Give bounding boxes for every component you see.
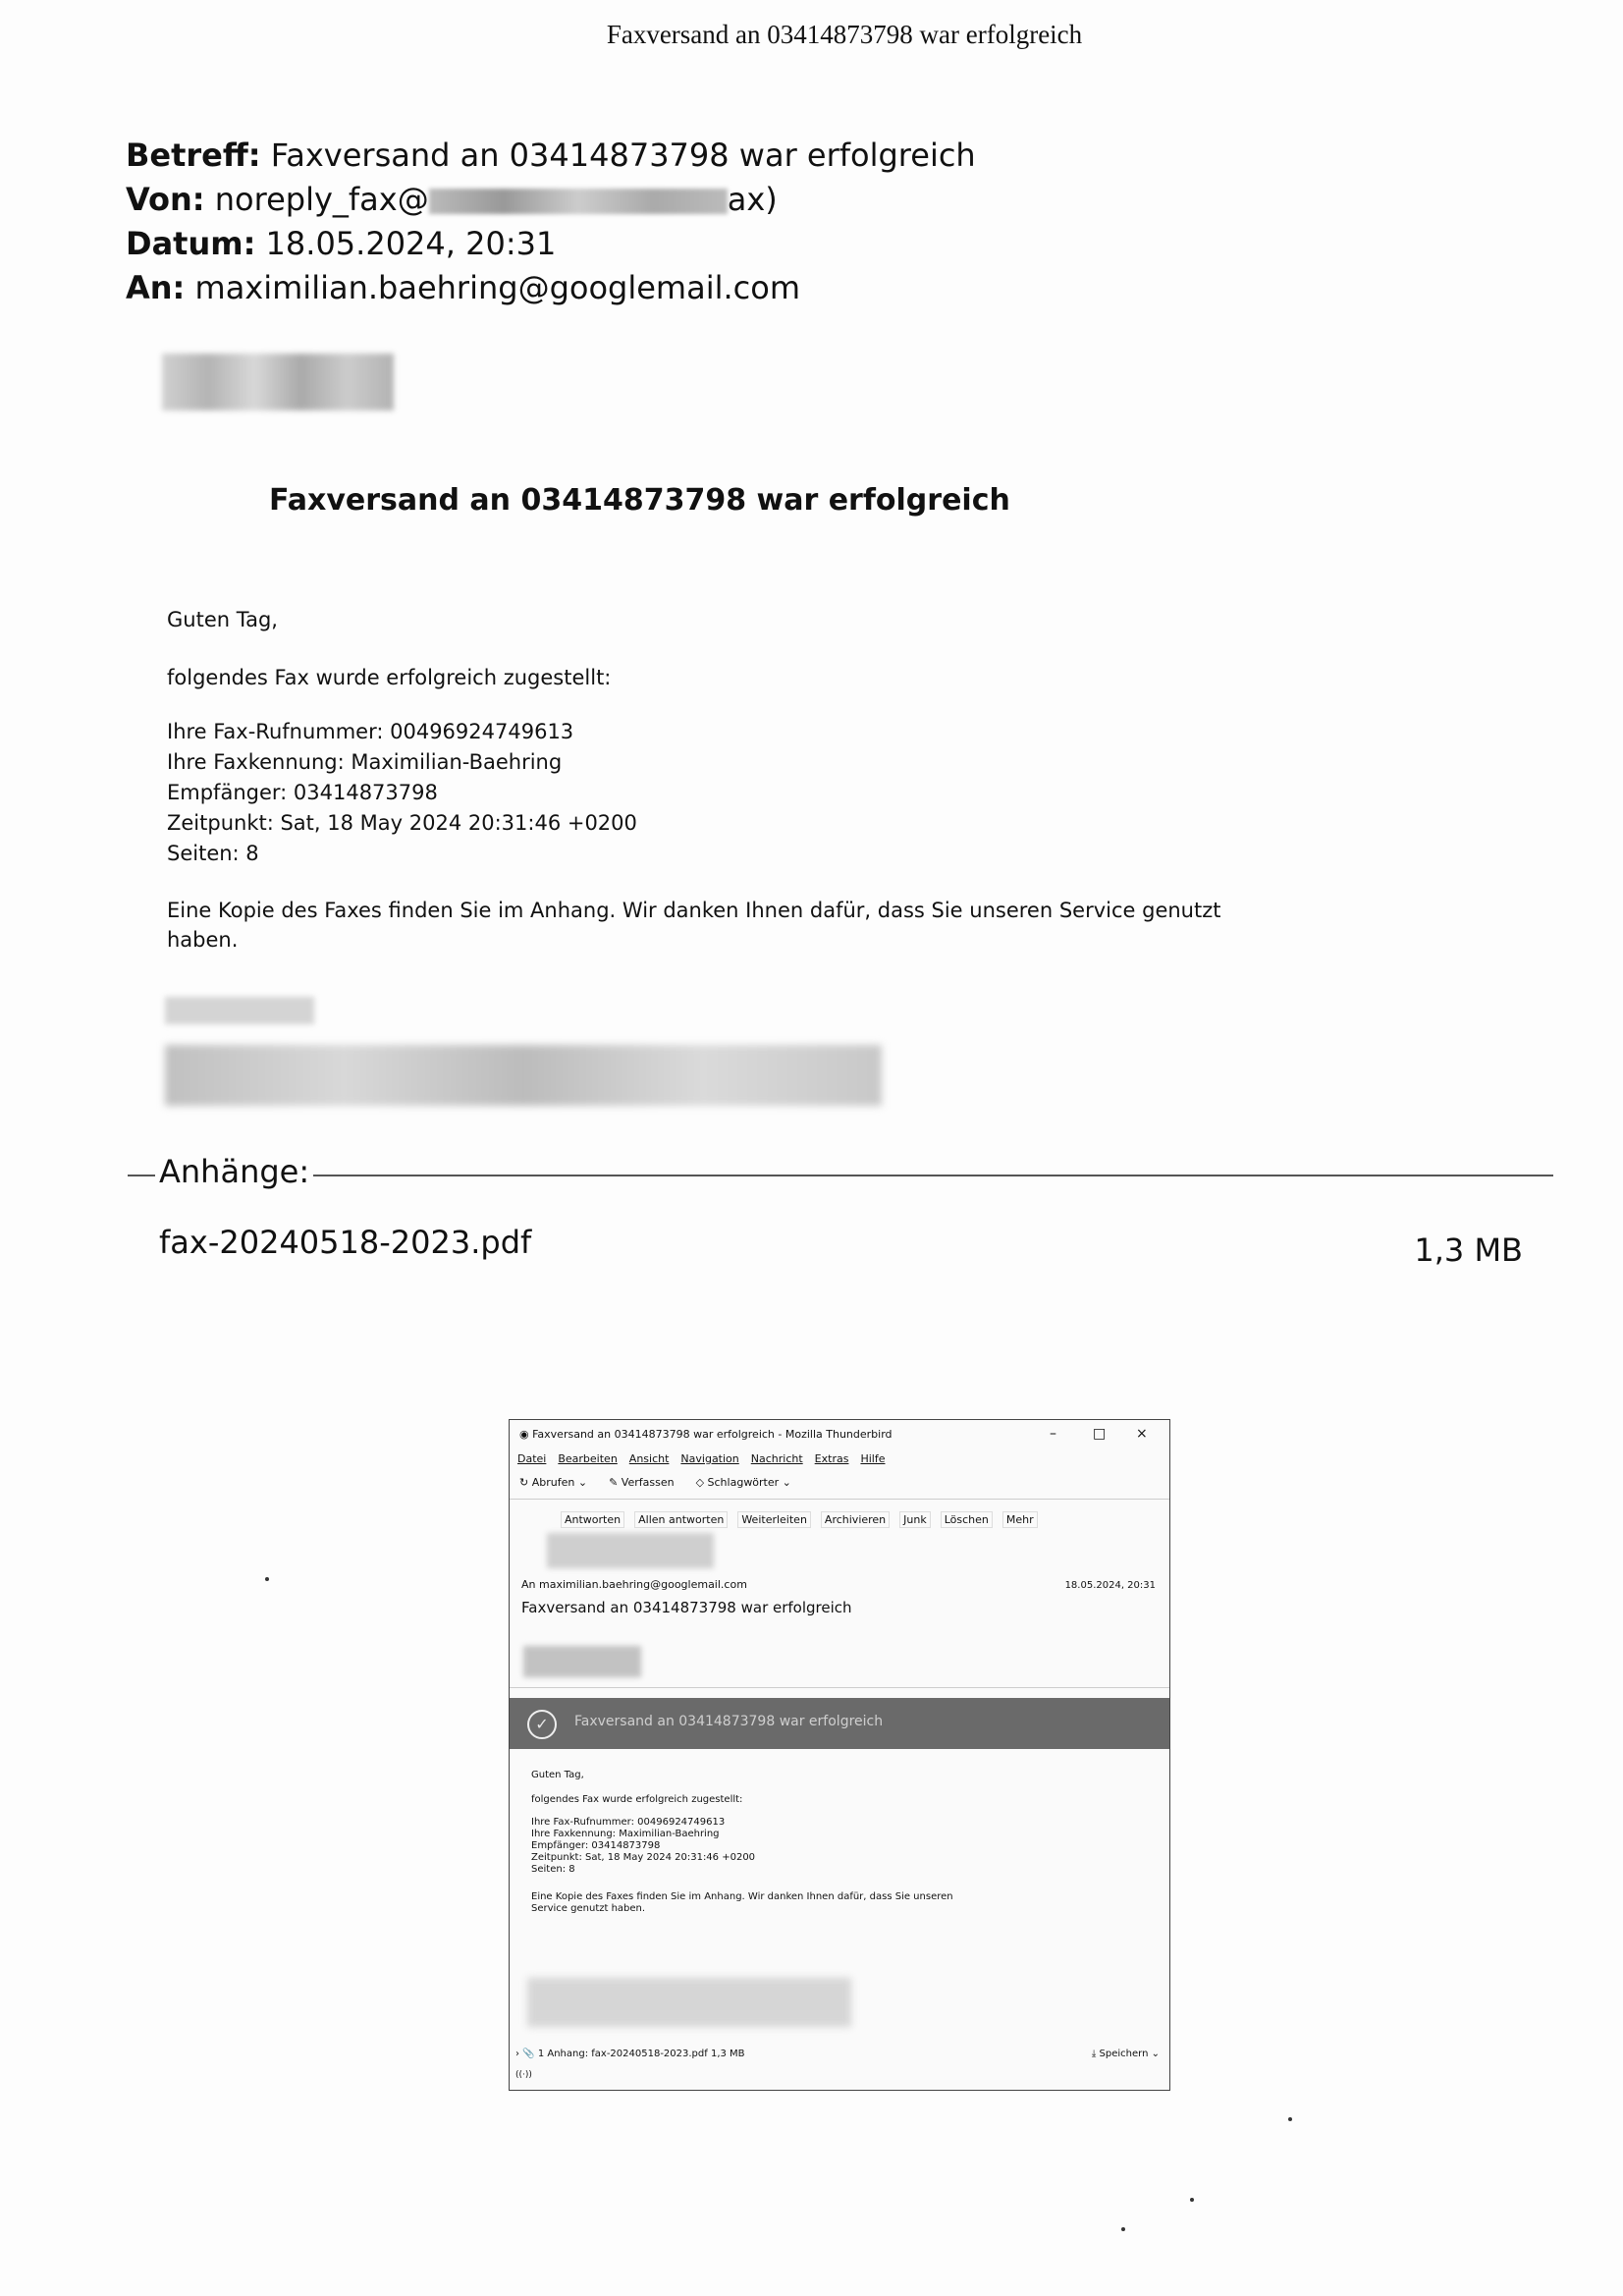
junk-button[interactable]: Junk [899, 1511, 931, 1528]
to-label: An: [126, 269, 186, 306]
page-count: Seiten: 8 [167, 842, 259, 865]
date-row [126, 222, 976, 266]
save-button[interactable] [1092, 2049, 1160, 2059]
menu-navigation[interactable]: Navigation [680, 1452, 739, 1465]
tb-recipient: Empfänger: 03414873798 [531, 1840, 661, 1851]
scan-speck [1190, 2198, 1194, 2202]
close-icon[interactable]: × [1136, 1426, 1148, 1442]
compose-button[interactable] [609, 1476, 675, 1489]
tb-separator [510, 1499, 1169, 1500]
more-button[interactable]: Mehr [1002, 1511, 1038, 1528]
subject-row [126, 134, 976, 178]
tb-subject: Faxversand an 03414873798 war erfolgreich [521, 1599, 852, 1616]
thunderbird-icon: ◉ [519, 1428, 529, 1441]
pencil-icon: ✎ [609, 1476, 619, 1489]
closing-line-2: haben. [167, 928, 239, 952]
intro-text: folgendes Fax wurde erfolgreich zugestellt: [167, 666, 612, 689]
from-row [126, 178, 976, 222]
redacted-signature-name [165, 997, 314, 1024]
tag-icon: ◇ [695, 1476, 705, 1489]
fetch-icon: ↻ [519, 1476, 529, 1489]
tb-closing-line-2: Service genutzt haben. [531, 1903, 646, 1914]
page-title: Faxversand an 03414873798 war erfolgreich [606, 20, 1083, 49]
chevron-right-icon: › [515, 2049, 519, 2059]
scan-speck [1288, 2117, 1292, 2121]
menu-nachricht[interactable]: Nachricht [750, 1452, 803, 1465]
compose-label: Verfassen [621, 1476, 675, 1489]
date-label: Datum: [126, 225, 256, 262]
to-row [126, 266, 976, 310]
reply-all-button[interactable]: Allen antworten [634, 1511, 728, 1528]
tb-separator [510, 1687, 1169, 1688]
fetch-label: Abrufen [531, 1476, 575, 1489]
attachment-file-size: 1,3 MB [1414, 1231, 1523, 1269]
chevron-down-icon: ⌄ [577, 1476, 588, 1489]
attachments-label: Anhänge: [155, 1153, 313, 1190]
tb-fax-number: Ihre Fax-Rufnummer: 00496924749613 [531, 1817, 726, 1828]
checkmark-icon: ✓ [527, 1710, 557, 1739]
chevron-down-icon: ⌄ [782, 1476, 791, 1489]
redacted-sender [547, 1533, 714, 1568]
tb-fax-id: Ihre Faxkennung: Maximilian-Baehring [531, 1829, 720, 1839]
menu-extras[interactable]: Extras [814, 1452, 849, 1465]
tb-window-title-text: Faxversand an 03414873798 war erfolgreich - Mozilla Thunderbird [532, 1428, 893, 1441]
tb-banner-text: Faxversand an 03414873798 war erfolgreich [574, 1714, 884, 1729]
tb-attachment-bar[interactable] [515, 2049, 745, 2059]
body-title: Faxversand an 03414873798 war erfolgreich [269, 483, 1010, 518]
tb-window-title [519, 1428, 893, 1441]
menu-hilfe[interactable]: Hilfe [860, 1452, 886, 1465]
fax-number: Ihre Fax-Rufnummer: 00496924749613 [167, 720, 574, 743]
wifi-icon: ((·)) [515, 2070, 532, 2080]
to-value: maximilian.baehring@googlemail.com [194, 269, 800, 306]
email-header [126, 134, 976, 310]
tb-attachment-size: 1,3 MB [710, 2049, 745, 2059]
fetch-button[interactable] [519, 1476, 587, 1489]
reply-button[interactable]: Antworten [561, 1511, 624, 1528]
tags-button[interactable] [696, 1476, 791, 1489]
scan-speck [265, 1577, 269, 1581]
save-label: Speichern [1099, 2049, 1149, 2059]
menu-ansicht[interactable]: Ansicht [628, 1452, 670, 1465]
redacted-sender-domain [429, 189, 728, 214]
tb-pages: Seiten: 8 [531, 1864, 575, 1875]
attachments-divider [128, 1175, 1553, 1176]
minimize-icon[interactable]: – [1050, 1426, 1056, 1442]
thunderbird-screenshot [509, 1419, 1170, 2091]
tb-closing-line-1: Eine Kopie des Faxes finden Sie im Anhang. Wir danken Ihnen dafür, dass Sie unseren [531, 1891, 953, 1902]
tb-menubar [517, 1452, 885, 1465]
fax-id: Ihre Faxkennung: Maximilian-Baehring [167, 750, 563, 774]
menu-datei[interactable]: Datei [517, 1452, 547, 1465]
download-icon: ⤓ [1091, 2049, 1097, 2059]
subject-value: Faxversand an 03414873798 war erfolgreich [270, 137, 976, 174]
maximize-icon[interactable]: □ [1093, 1426, 1107, 1442]
recipient: Empfänger: 03414873798 [167, 781, 438, 804]
chevron-down-icon: ⌄ [1151, 2049, 1160, 2059]
from-suffix: ax) [727, 181, 778, 218]
tb-time: Zeitpunkt: Sat, 18 May 2024 20:31:46 +0200 [531, 1852, 756, 1863]
from-label: Von: [126, 181, 205, 218]
tb-banner [510, 1698, 1169, 1749]
paperclip-icon: 📎 [522, 2049, 535, 2059]
tb-attachment-name: 1 Anhang: fax-20240518-2023.pdf [537, 2049, 708, 2059]
delete-button[interactable]: Löschen [941, 1511, 993, 1528]
tb-intro: folgendes Fax wurde erfolgreich zugestellt: [531, 1794, 743, 1805]
tags-label: Schlagwörter [707, 1476, 780, 1489]
from-prefix: noreply_fax@ [214, 181, 429, 218]
greeting: Guten Tag, [167, 608, 278, 631]
subject-label: Betreff: [126, 137, 261, 174]
tb-to: An maximilian.baehring@googlemail.com [521, 1578, 747, 1591]
redacted-logo [523, 1646, 641, 1677]
attachment-file-name[interactable]: fax-20240518-2023.pdf [159, 1224, 532, 1261]
forward-button[interactable]: Weiterleiten [737, 1511, 811, 1528]
tb-greeting: Guten Tag, [531, 1770, 584, 1780]
menu-bearbeiten[interactable]: Bearbeiten [558, 1452, 618, 1465]
closing-line-1: Eine Kopie des Faxes finden Sie im Anhang. Wir danken Ihnen dafür, dass Sie unseren Service genutzt [167, 899, 1221, 922]
redacted-logo [162, 354, 394, 410]
redacted-signature-block [165, 1045, 882, 1106]
scan-speck [1121, 2227, 1125, 2231]
tb-date: 18.05.2024, 20:31 [1064, 1580, 1156, 1591]
redacted-signature [527, 1978, 851, 2027]
send-time: Zeitpunkt: Sat, 18 May 2024 20:31:46 +0200 [167, 811, 637, 835]
tb-toolbar [519, 1476, 791, 1489]
date-value: 18.05.2024, 20:31 [265, 225, 557, 262]
tb-message-actions [561, 1511, 1038, 1528]
archive-button[interactable]: Archivieren [821, 1511, 890, 1528]
